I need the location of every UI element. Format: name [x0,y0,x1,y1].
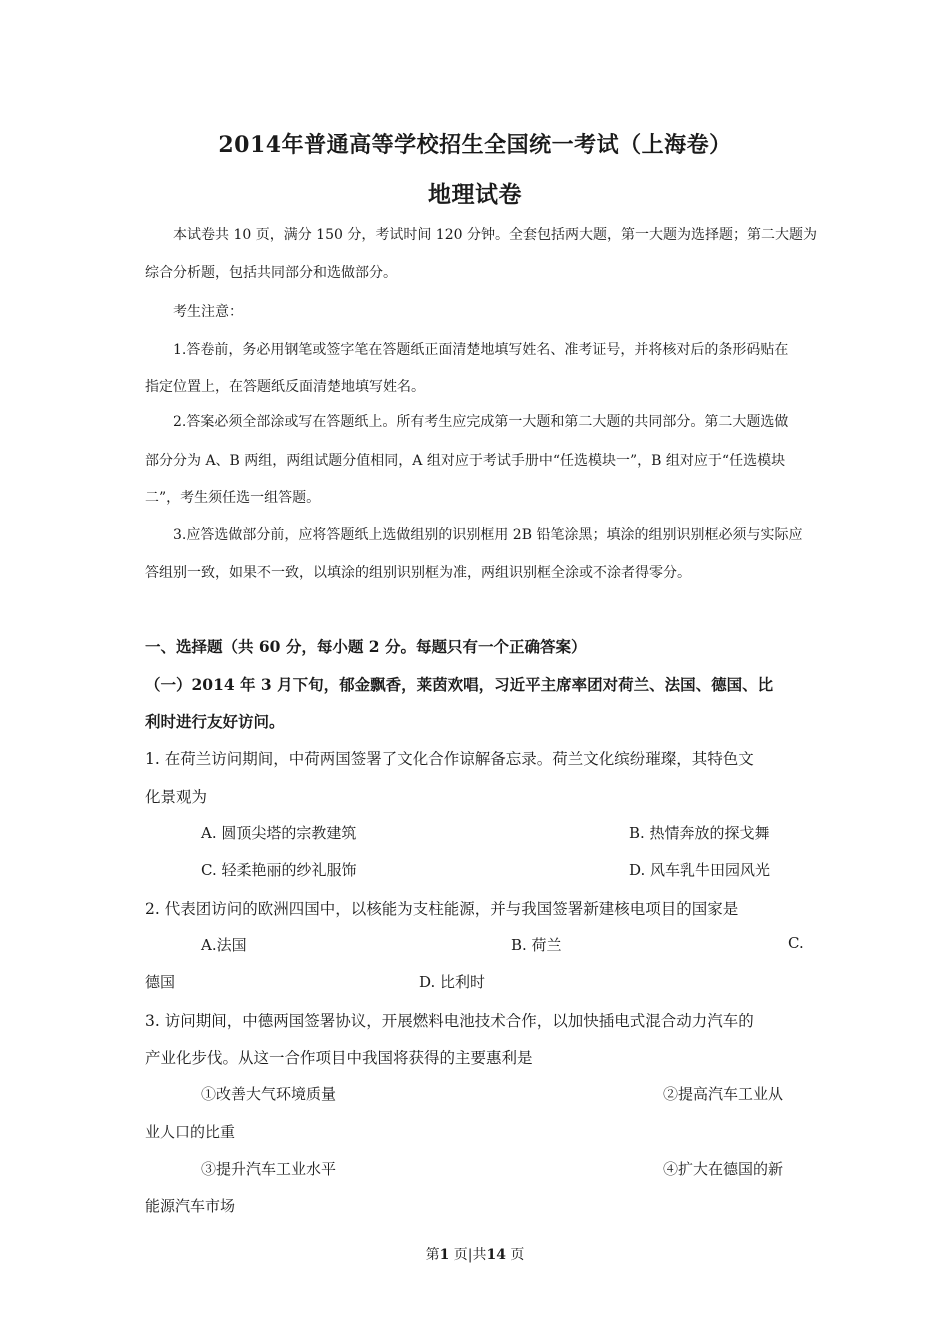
q1-option-a: A. 圆顶尖塔的宗教建筑 [201,824,357,842]
q1-stem-line-2: 化景观为 [145,788,208,806]
q3-option-4-part-2: 能源汽车市场 [145,1197,236,1215]
footer-page-total: 14 [486,1247,506,1263]
notice-label: 考生注意： [173,304,243,320]
notice-2-line-1: 2.答案必须全部涂或写在答题纸上。所有考生应完成第一大题和第二大题的共同部分。第二大题选做 [173,414,789,430]
footer-middle: 页|共 [449,1247,487,1263]
page-footer [0,1244,950,1264]
group-intro-line-1: （一）2014 年 3 月下旬，郁金飘香，莱茵欢唱，习近平主席率团对荷兰、法国、德国、比 [145,675,774,694]
q1-stem-line-1: 1. 在荷兰访问期间，中荷两国签署了文化合作谅解备忘录。荷兰文化缤纷璀璨，其特色文 [145,750,754,768]
q2-option-a: A.法国 [201,936,247,954]
q1-option-d: D. 风车乳牛田园风光 [629,861,771,879]
q2-option-d: D. 比利时 [419,973,486,991]
notice-2-line-3: 二”，考生须任选一组答题。 [145,490,321,506]
group-intro-line-2: 利时进行友好访问。 [145,712,285,731]
exam-title: 2014年普通高等学校招生全国统一考试（上海卷） [218,132,732,158]
exam-subtitle: 地理试卷 [428,181,522,208]
q2-option-c-label: C. [788,934,804,952]
q3-stem-line-1: 3. 访问期间，中德两国签署协议，开展燃料电池技术合作，以加快插电式混合动力汽车的 [145,1012,754,1030]
intro-line-2: 综合分析题，包括共同部分和选做部分。 [145,265,397,281]
section-heading: 一、选择题（共 60 分，每小题 2 分。每题只有一个正确答案） [145,637,587,656]
footer-suffix: 页 [505,1247,525,1263]
q1-option-c: C. 轻柔艳丽的纱礼服饰 [201,861,357,879]
q3-stem-line-2: 产业化步伐。从这一合作项目中我国将获得的主要惠利是 [145,1049,533,1067]
q3-option-2-part-2: 业人口的比重 [145,1123,236,1141]
q3-option-3: ③提升汽车工业水平 [201,1160,337,1178]
notice-1-line-1: 1.答卷前，务必用钢笔或签字笔在答题纸正面清楚地填写姓名、准考证号，并将核对后的条形码贴在 [173,342,789,358]
footer-prefix: 第 [425,1247,440,1263]
q2-stem: 2. 代表团访问的欧洲四国中，以核能为支柱能源，并与我国签署新建核电项目的国家是 [145,900,739,918]
q3-option-1: ①改善大气环境质量 [201,1085,337,1103]
notice-2-line-2: 部分分为 A、B 两组，两组试题分值相同，A 组对应于考试手册中“任选模块一”，B 组对应于“任选模块 [145,453,786,469]
notice-3-line-1: 3.应答选做部分前，应将答题纸上选做组别的识别框用 2B 铅笔涂黑；填涂的组别识别框必须与实际应 [173,527,803,543]
notice-3-line-2: 答组别一致，如果不一致，以填涂的组别识别框为准，两组识别框全涂或不涂者得零分。 [145,565,691,581]
footer-page-number: 1 [439,1247,450,1263]
intro-line-1: 本试卷共 10 页，满分 150 分，考试时间 120 分钟。全套包括两大题，第一大题为选择题；第二大题为 [173,227,817,243]
q1-option-b: B. 热情奔放的探戈舞 [629,824,770,842]
q3-option-2-part-1: ②提高汽车工业从 [663,1085,784,1103]
q3-option-4-part-1: ④扩大在德国的新 [663,1160,784,1178]
notice-1-line-2: 指定位置上，在答题纸反面清楚地填写姓名。 [145,379,425,395]
q2-option-b: B. 荷兰 [511,936,562,954]
q2-option-c-text: 德国 [145,973,176,991]
